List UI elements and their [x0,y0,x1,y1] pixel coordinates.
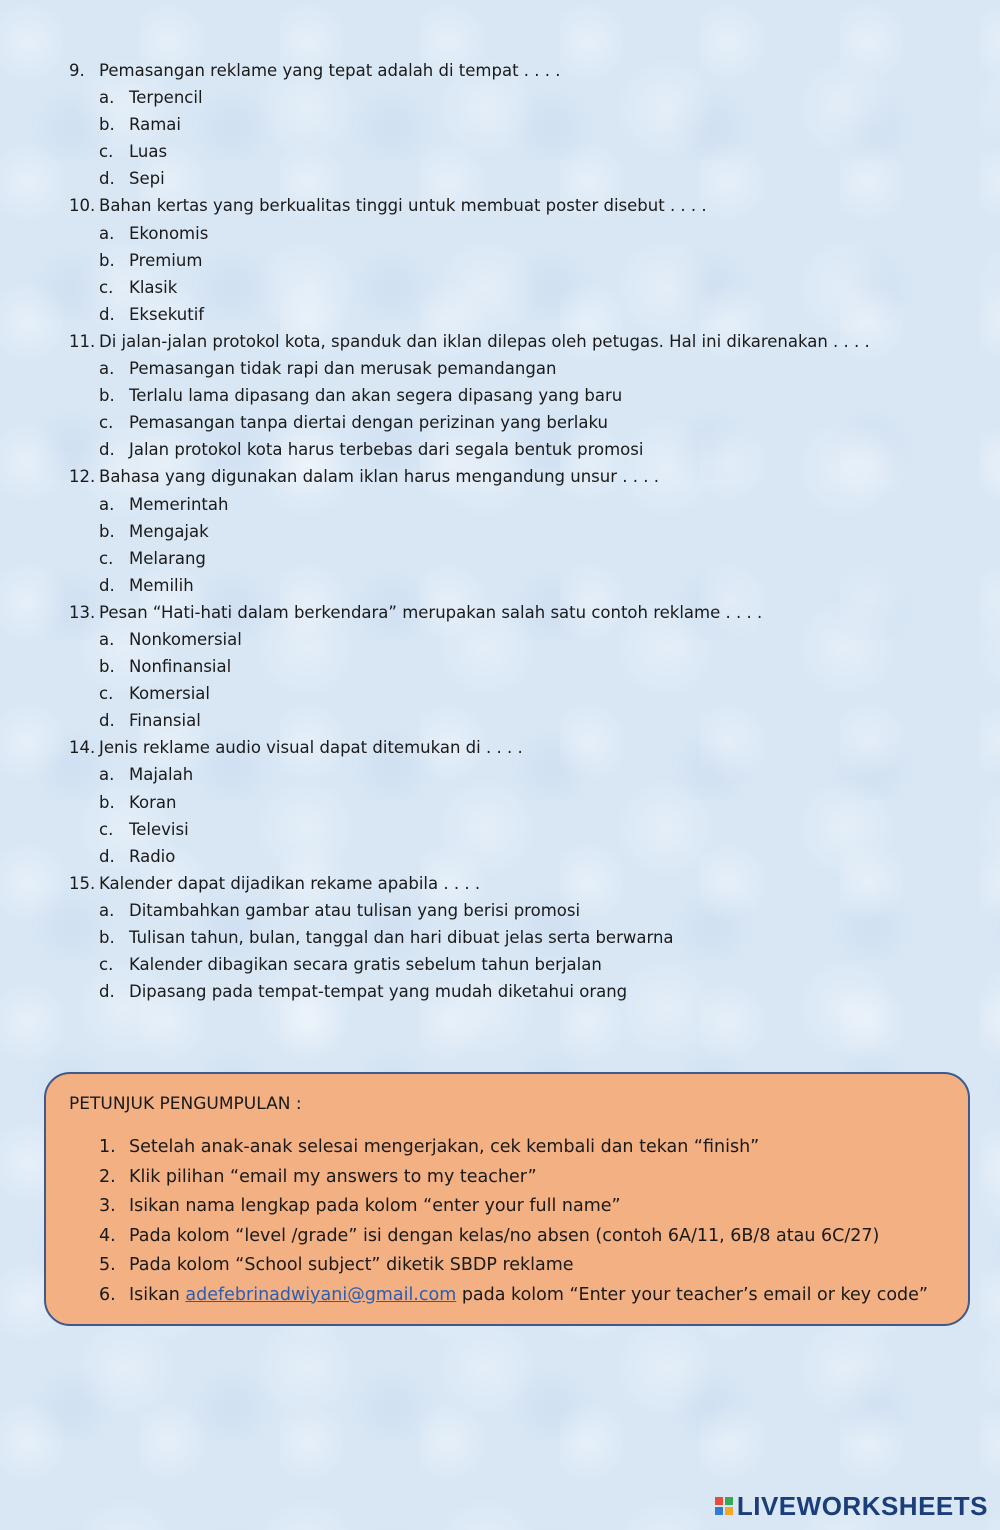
option-text: Klasik [129,277,178,297]
option-letter: a. [99,88,115,108]
option-letter: a. [99,223,115,243]
option-text: Eksekutif [129,304,205,324]
instruction-step [46,1222,968,1252]
answer-option[interactable] [0,409,1000,436]
option-text: Nonfinansial [129,657,232,677]
question-item [0,599,1000,626]
option-text: Tulisan tahun, bulan, tanggal dan hari dibuat jelas serta berwarna [129,928,674,947]
question-number: 12. [69,467,96,487]
option-text: Komersial [129,684,210,704]
option-letter: a. [99,629,115,649]
option-text: Melarang [129,548,206,568]
option-text: Luas [129,142,168,162]
option-text: Pemasangan tidak rapi dan merusak pemandangan [129,359,557,379]
option-letter: b. [99,386,115,406]
option-letter: a. [99,900,115,920]
option-text: Majalah [129,765,194,785]
step-number: 6. [99,1284,116,1305]
question-item [0,192,1000,219]
answer-option[interactable] [0,951,1000,978]
option-letter: b. [99,792,115,812]
step-text [129,1281,928,1310]
answer-option[interactable] [0,707,1000,734]
option-letter: b. [99,928,115,947]
step-text: Klik pilihan “email my answers to my teacher” [129,1166,537,1187]
answer-option[interactable] [0,355,1000,382]
answer-option[interactable] [0,572,1000,599]
question-number: 11. [69,331,96,351]
option-text: Nonkomersial [129,629,242,649]
question-item [0,870,1000,897]
option-text: Radio [129,846,176,866]
instructions-list [46,1133,968,1310]
option-letter: c. [99,955,114,975]
instructions-title: PETUNJUK PENGUMPULAN : [69,1094,302,1114]
question-text: Pemasangan reklame yang tepat adalah di tempat . . . . [99,61,561,80]
option-text: Terpencil [129,88,203,108]
question-text: Bahasa yang digunakan dalam iklan harus mengandung unsur . . . . [99,467,659,487]
question-list [0,57,1000,1005]
answer-option[interactable] [0,761,1000,788]
logo-mark-icon [715,1497,733,1515]
answer-option[interactable] [0,924,1000,951]
question-item [0,328,1000,355]
teacher-email-link[interactable]: adefebrinadwiyani@gmail.com [185,1284,457,1305]
option-letter: a. [99,494,115,514]
answer-option[interactable] [0,816,1000,843]
option-letter: a. [99,359,115,379]
step-prefix: Isikan [129,1284,180,1305]
answer-option[interactable] [0,626,1000,653]
step-text: Pada kolom “School subject” diketik SBDP reklame [129,1255,574,1275]
option-text: Koran [129,792,177,812]
answer-option[interactable] [0,436,1000,463]
instruction-step [46,1251,968,1281]
answer-option[interactable] [0,84,1000,111]
option-letter: d. [99,169,115,189]
question-text: Kalender dapat dijadikan rekame apabila . . . . [99,873,481,893]
logo-square [725,1507,733,1515]
option-letter: a. [99,765,115,785]
option-text: Televisi [129,819,189,839]
option-text: Pemasangan tanpa diertai dengan perizinan yang berlaku [129,413,608,433]
option-text: Memilih [129,575,194,595]
option-text: Ramai [129,115,181,135]
question-item [0,734,1000,761]
step-number: 2. [99,1166,116,1187]
step-text: Isikan nama lengkap pada kolom “enter your full name” [129,1196,621,1216]
question-text: Di jalan-jalan protokol kota, spanduk dan iklan dilepas oleh petugas. Hal ini dikarenakan . . . . [99,331,870,351]
answer-option[interactable] [0,545,1000,572]
question-text: Pesan “Hati-hati dalam berkendara” merupakan salah satu contoh reklame . . . . [99,602,763,622]
answer-option[interactable] [0,274,1000,301]
option-letter: b. [99,657,115,677]
option-letter: c. [99,277,114,297]
answer-option[interactable] [0,789,1000,816]
answer-option[interactable] [0,111,1000,138]
answer-option[interactable] [0,653,1000,680]
option-text: Ditambahkan gambar atau tulisan yang berisi promosi [129,900,581,920]
answer-option[interactable] [0,518,1000,545]
logo-square [715,1497,723,1505]
option-letter: d. [99,575,115,595]
answer-option[interactable] [0,165,1000,192]
answer-option[interactable] [0,680,1000,707]
answer-option[interactable] [0,491,1000,518]
instruction-step [46,1133,968,1163]
option-letter: d. [99,846,115,866]
answer-option[interactable] [0,247,1000,274]
option-letter: b. [99,115,115,135]
question-number: 15. [69,873,96,893]
submission-instructions-box [44,1072,970,1326]
option-letter: d. [99,304,115,324]
option-letter: b. [99,250,115,270]
option-letter: c. [99,684,114,704]
logo-square [725,1497,733,1505]
option-text: Premium [129,250,203,270]
option-letter: d. [99,982,115,1002]
question-item [0,57,1000,84]
option-text: Terlalu lama dipasang dan akan segera dipasang yang baru [129,386,623,406]
option-text: Mengajak [129,521,209,541]
answer-option[interactable] [0,843,1000,870]
question-number: 9. [69,61,85,80]
question-text: Bahan kertas yang berkualitas tinggi untuk membuat poster disebut . . . . [99,196,707,216]
question-number: 13. [69,602,96,622]
step-text: Pada kolom “level /grade” isi dengan kelas/no absen (contoh 6A/11, 6B/8 atau 6C/27) [129,1225,880,1246]
option-text: Kalender dibagikan secara gratis sebelum tahun berjalan [129,955,602,975]
liveworksheets-logo [715,1488,988,1524]
question-number: 10. [69,196,96,216]
step-number: 1. [99,1137,116,1157]
option-text: Ekonomis [129,223,209,243]
question-text: Jenis reklame audio visual dapat ditemukan di . . . . [99,738,523,758]
option-text: Dipasang pada tempat-tempat yang mudah diketahui orang [129,982,628,1002]
step-suffix: pada kolom “Enter your teacher’s email or key code” [461,1284,928,1305]
answer-option[interactable] [0,897,1000,924]
answer-option[interactable] [0,220,1000,247]
step-text: Setelah anak-anak selesai mengerjakan, cek kembali dan tekan “finish” [129,1137,760,1157]
instruction-step [46,1281,968,1311]
step-number: 3. [99,1196,116,1216]
answer-option[interactable] [0,301,1000,328]
option-letter: c. [99,413,114,433]
question-item [0,463,1000,490]
answer-option[interactable] [0,138,1000,165]
option-text: Memerintah [129,494,229,514]
option-letter: c. [99,819,114,839]
option-text: Jalan protokol kota harus terbebas dari segala bentuk promosi [129,440,644,460]
step-number: 5. [99,1255,116,1275]
option-letter: c. [99,142,114,162]
answer-option[interactable] [0,382,1000,409]
logo-square [715,1507,723,1515]
step-number: 4. [99,1225,116,1246]
option-letter: d. [99,440,115,460]
instruction-step [46,1163,968,1193]
option-text: Sepi [129,169,165,189]
question-number: 14. [69,738,96,758]
logo-text: LIVEWORKSHEETS [736,1490,988,1521]
option-text: Finansial [129,711,201,731]
option-letter: c. [99,548,114,568]
instruction-step [46,1192,968,1222]
option-letter: d. [99,711,115,731]
answer-option[interactable] [0,978,1000,1005]
option-letter: b. [99,521,115,541]
